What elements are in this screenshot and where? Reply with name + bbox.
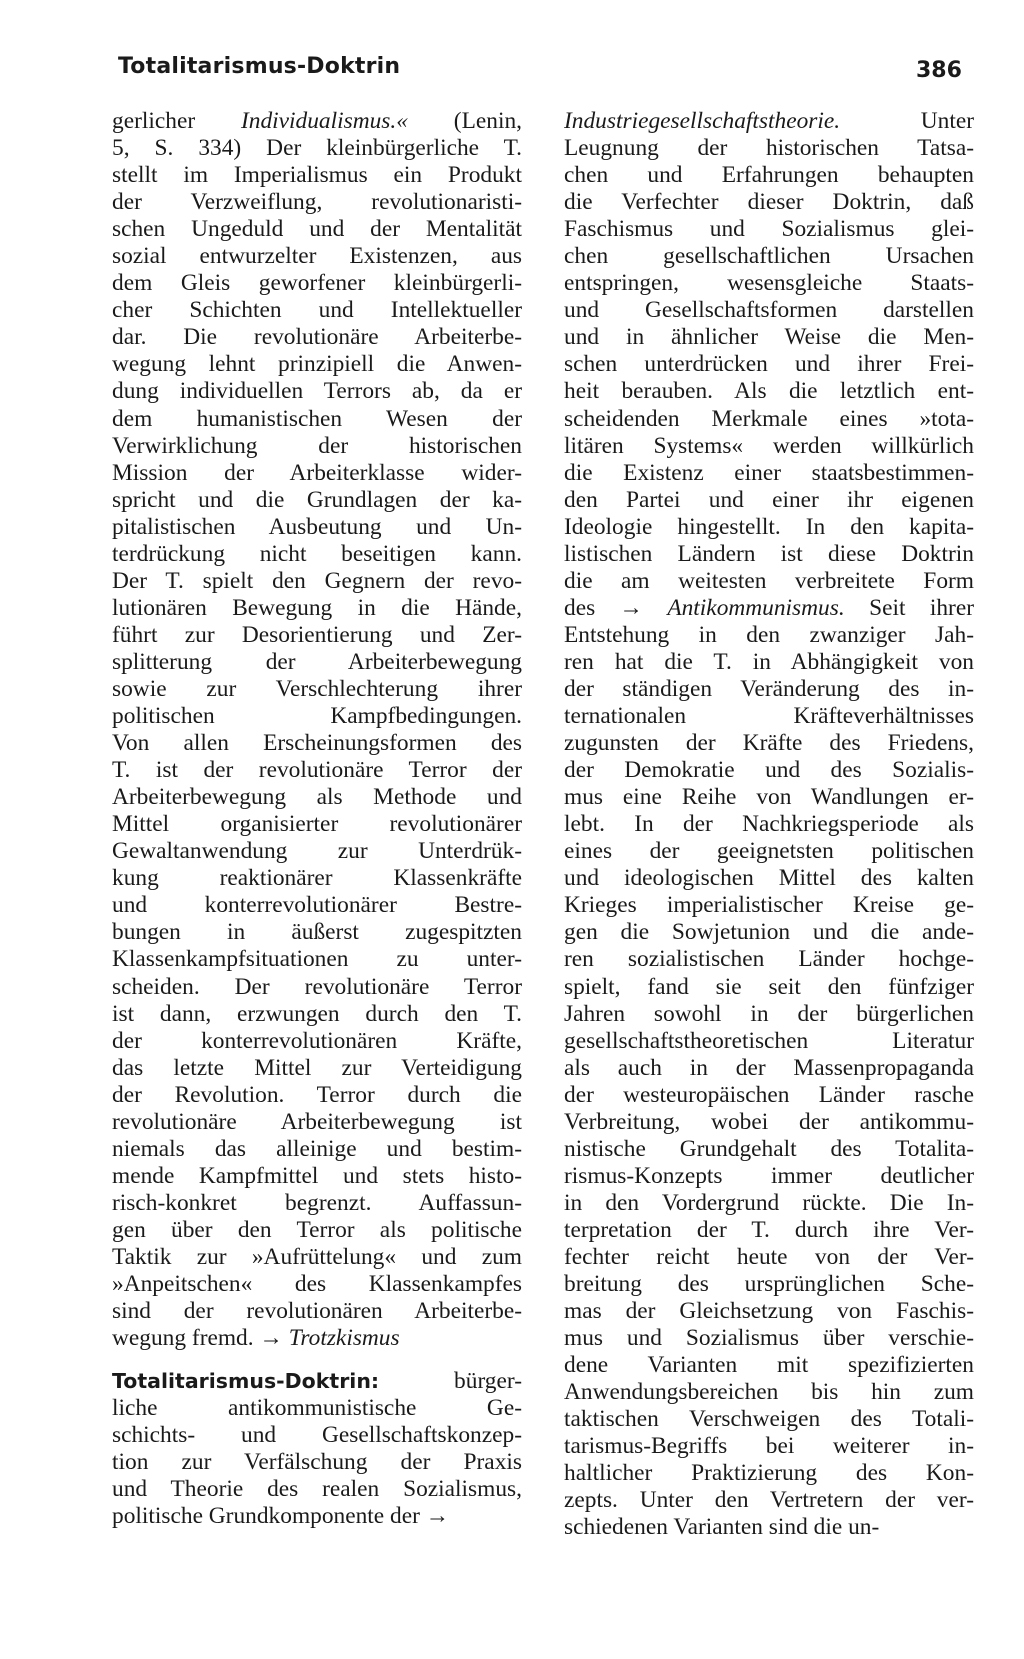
text-line bbox=[112, 270, 522, 297]
text-line bbox=[564, 1190, 974, 1217]
text-line bbox=[112, 1055, 522, 1082]
text-line bbox=[564, 324, 974, 351]
text-line bbox=[564, 378, 974, 405]
text-line bbox=[112, 460, 522, 487]
text-run: Krieges imperialistischer Kreise ge- bbox=[564, 892, 974, 919]
text-run: terdrückung nicht beseitigen kann. bbox=[112, 540, 522, 567]
text-run: pitalistischen Ausbeutung und Un- bbox=[112, 513, 522, 540]
text-run: taktischen Verschweigen des Totali- bbox=[564, 1406, 974, 1433]
text-run: gen über den Terror als politische bbox=[112, 1216, 522, 1243]
text-line bbox=[564, 216, 974, 243]
text-line bbox=[112, 757, 522, 784]
text-line bbox=[112, 1001, 522, 1028]
text-run: Gewaltanwendung zur Unterdrük- bbox=[112, 838, 522, 865]
text-run: kung reaktionärer Klassenkräfte bbox=[112, 865, 522, 892]
text-line bbox=[112, 1136, 522, 1163]
text-line bbox=[112, 1503, 522, 1530]
text-line bbox=[112, 108, 522, 135]
text-line bbox=[564, 1109, 974, 1136]
text-line bbox=[564, 1136, 974, 1163]
text-line bbox=[564, 1217, 974, 1244]
text-line bbox=[112, 730, 522, 757]
text-line bbox=[112, 811, 522, 838]
text-line bbox=[112, 1368, 522, 1395]
text-run: dene Varianten mit spezifizierten bbox=[564, 1352, 974, 1379]
text-line bbox=[564, 757, 974, 784]
text-run: tarismus-Begriffs bei weiterer in- bbox=[564, 1433, 974, 1460]
text-run: stellt im Imperialismus ein Produkt bbox=[112, 162, 522, 189]
text-line bbox=[564, 1325, 974, 1352]
text-run: mas der Gleichsetzung von Faschis- bbox=[564, 1298, 974, 1325]
text-run: dem humanistischen Wesen der bbox=[112, 405, 522, 432]
text-line bbox=[112, 1271, 522, 1298]
right-text-column bbox=[564, 108, 974, 1541]
text-run: schichts- und Gesellschaftskonzep- bbox=[112, 1422, 522, 1449]
text-line bbox=[112, 622, 522, 649]
text-line bbox=[564, 974, 974, 1001]
text-line bbox=[112, 216, 522, 243]
text-line bbox=[112, 189, 522, 216]
text-line bbox=[564, 1055, 974, 1082]
text-run: haltlicher Praktizierung des Kon- bbox=[564, 1460, 974, 1487]
text-run: Verwirklichung der historischen bbox=[112, 432, 522, 459]
text-run: der ständigen Veränderung des in- bbox=[564, 675, 974, 702]
text-line bbox=[564, 622, 974, 649]
text-line bbox=[112, 1082, 522, 1109]
text-run: »Anpeitschen« des Klassenkampfes bbox=[112, 1271, 522, 1298]
text-line bbox=[112, 919, 522, 946]
text-run: dung individuellen Terrors ab, da er bbox=[112, 378, 522, 405]
text-line bbox=[564, 1163, 974, 1190]
text-run: des → bbox=[564, 594, 668, 621]
italic-reference: Individualismus.« bbox=[240, 108, 408, 134]
text-run: schen Ungeduld und der Mentalität bbox=[112, 216, 522, 243]
text-run: risch-konkret begrenzt. Auffassun- bbox=[112, 1189, 522, 1216]
text-run: politischen Kampfbedingungen. bbox=[112, 703, 522, 730]
text-line bbox=[564, 676, 974, 703]
text-line bbox=[112, 406, 522, 433]
italic-reference: Trotzkismus bbox=[288, 1325, 400, 1352]
text-run: Anwendungsbereichen bis hin zum bbox=[564, 1379, 974, 1406]
text-line bbox=[564, 406, 974, 433]
text-line bbox=[564, 703, 974, 730]
text-run: Ideologie hingestellt. In den kapita- bbox=[564, 513, 974, 540]
text-run: spielt, fand sie seit den fünfziger bbox=[564, 973, 974, 1000]
text-line bbox=[112, 1109, 522, 1136]
text-line bbox=[564, 487, 974, 514]
text-line bbox=[112, 892, 522, 919]
text-line bbox=[564, 1379, 974, 1406]
text-line bbox=[112, 784, 522, 811]
text-run: ternationalen Kräfteverhältnisses bbox=[564, 703, 974, 730]
text-run: rismus-Konzepts immer deutlicher bbox=[564, 1162, 974, 1189]
text-line bbox=[564, 297, 974, 324]
text-run: Mittel organisierter revolutionärer bbox=[112, 811, 522, 838]
text-line bbox=[564, 1406, 974, 1433]
text-line bbox=[112, 974, 522, 1001]
text-run: scheidenden Merkmale eines »tota- bbox=[564, 405, 974, 432]
text-line bbox=[564, 946, 974, 973]
text-line bbox=[564, 838, 974, 865]
text-run: niemals das alleinige und bestim- bbox=[112, 1135, 522, 1162]
text-run: scheiden. Der revolutionäre Terror bbox=[112, 973, 522, 1000]
text-run: spricht und die Grundlagen der ka- bbox=[112, 486, 522, 513]
text-line bbox=[564, 108, 974, 135]
text-run: mus und Sozialismus über verschie- bbox=[564, 1325, 974, 1352]
text-run: dem Gleis geworfener kleinbürgerli- bbox=[112, 270, 522, 297]
text-run: litären Systems« werden willkürlich bbox=[564, 432, 974, 459]
text-line bbox=[112, 1476, 522, 1503]
text-run: und konterrevolutionärer Bestre- bbox=[112, 892, 522, 919]
text-run: entspringen, wesensgleiche Staats- bbox=[564, 270, 974, 297]
text-run: die am weitesten verbreitete Form bbox=[564, 567, 974, 594]
text-run: Entstehung in den zwanziger Jah- bbox=[564, 621, 974, 648]
text-run: der konterrevolutionären Kräfte, bbox=[112, 1027, 522, 1054]
text-run: lutionären Bewegung in die Hände, bbox=[112, 594, 522, 621]
text-line bbox=[564, 1433, 974, 1460]
text-line bbox=[112, 135, 522, 162]
text-run: eines der geeignetsten politischen bbox=[564, 838, 974, 865]
text-line bbox=[564, 1460, 974, 1487]
text-run: heit berauben. Als die letztlich ent- bbox=[564, 378, 974, 405]
text-line bbox=[112, 514, 522, 541]
text-run: sind der revolutionären Arbeiterbe- bbox=[112, 1298, 522, 1325]
text-line bbox=[112, 1244, 522, 1271]
text-line bbox=[112, 162, 522, 189]
text-line bbox=[564, 568, 974, 595]
text-run: (Lenin, bbox=[407, 108, 522, 134]
text-run: ren sozialistischen Länder hochge- bbox=[564, 946, 974, 973]
text-run: die Existenz einer staatsbestimmen- bbox=[564, 459, 974, 486]
text-run: Jahren sowohl in der bürgerlichen bbox=[564, 1000, 974, 1027]
text-run: und ideologischen Mittel des kalten bbox=[564, 865, 974, 892]
text-run: Unter bbox=[840, 108, 974, 134]
text-line bbox=[112, 433, 522, 460]
text-run: sozial entwurzelter Existenzen, aus bbox=[112, 243, 522, 270]
text-line bbox=[112, 703, 522, 730]
left-text-column bbox=[112, 108, 522, 1530]
text-line bbox=[112, 378, 522, 405]
text-line bbox=[112, 351, 522, 378]
text-run: gerlicher bbox=[112, 108, 241, 134]
text-run: und Theorie des realen Sozialismus, bbox=[112, 1476, 522, 1503]
text-run: der westeuropäischen Länder rasche bbox=[564, 1081, 974, 1108]
text-run: der Revolution. Terror durch die bbox=[112, 1081, 522, 1108]
entry-lemma: Totalitarismus-Doktrin: bbox=[112, 1369, 380, 1394]
text-line bbox=[112, 838, 522, 865]
text-run: Klassenkampfsituationen zu unter- bbox=[112, 946, 522, 973]
text-line bbox=[564, 243, 974, 270]
text-line bbox=[564, 1352, 974, 1379]
text-line bbox=[564, 433, 974, 460]
text-line bbox=[564, 1001, 974, 1028]
text-run: lebt. In der Nachkriegsperiode als bbox=[564, 811, 974, 838]
text-run: cher Schichten und Intellektueller bbox=[112, 297, 522, 324]
text-line bbox=[112, 487, 522, 514]
text-run: Faschismus und Sozialismus glei- bbox=[564, 216, 974, 243]
text-line bbox=[564, 865, 974, 892]
text-line bbox=[564, 541, 974, 568]
text-run: 5, S. 334) Der kleinbürgerliche T. bbox=[112, 135, 522, 162]
text-run: mus eine Reihe von Wandlungen er- bbox=[564, 784, 974, 811]
text-run: ist dann, erzwungen durch den T. bbox=[112, 1000, 522, 1027]
text-line bbox=[564, 135, 974, 162]
text-line bbox=[564, 1271, 974, 1298]
text-run: das letzte Mittel zur Verteidigung bbox=[112, 1054, 522, 1081]
page-number: 386 bbox=[916, 58, 962, 83]
text-run: dar. Die revolutionäre Arbeiterbe- bbox=[112, 324, 522, 351]
text-run: breitung des ursprünglichen Sche- bbox=[564, 1271, 974, 1298]
text-run: der Demokratie und des Sozialis- bbox=[564, 757, 974, 784]
text-run: und in ähnlicher Weise die Men- bbox=[564, 324, 974, 351]
text-line bbox=[112, 649, 522, 676]
text-run: ren hat die T. in Abhängigkeit von bbox=[564, 648, 974, 675]
text-run: Taktik zur »Aufrüttelung« und zum bbox=[112, 1243, 522, 1270]
text-run: T. ist der revolutionäre Terror der bbox=[112, 757, 522, 784]
text-line bbox=[564, 730, 974, 757]
text-line bbox=[564, 811, 974, 838]
text-run: schiedenen Varianten sind die un- bbox=[564, 1514, 880, 1541]
text-run: in den Vordergrund rückte. Die In- bbox=[564, 1189, 974, 1216]
text-run: zepts. Unter den Vertretern der ver- bbox=[564, 1487, 974, 1514]
text-run: bürger- bbox=[379, 1368, 522, 1395]
text-run: chen und Erfahrungen behaupten bbox=[564, 162, 974, 189]
text-run: der Verzweiflung, revolutionaristi- bbox=[112, 189, 522, 216]
text-run: Leugnung der historischen Tatsa- bbox=[564, 135, 974, 162]
italic-reference: Antikommunismus. bbox=[667, 594, 845, 621]
text-line bbox=[112, 1449, 522, 1476]
text-run: gen die Sowjetunion und die ande- bbox=[564, 919, 974, 946]
text-run: wegung lehnt prinzipiell die Anwen- bbox=[112, 351, 522, 378]
text-line bbox=[112, 595, 522, 622]
text-run: als auch in der Massenpropaganda bbox=[564, 1054, 974, 1081]
text-run: liche antikommunistische Ge- bbox=[112, 1395, 522, 1422]
text-run: führt zur Desorientierung und Zer- bbox=[112, 621, 522, 648]
text-line bbox=[112, 568, 522, 595]
text-line bbox=[112, 1163, 522, 1190]
text-run: nistische Grundgehalt des Totalita- bbox=[564, 1135, 974, 1162]
text-line bbox=[564, 1298, 974, 1325]
text-line bbox=[112, 1028, 522, 1055]
text-run: Seit ihrer bbox=[844, 594, 974, 621]
text-line bbox=[564, 351, 974, 378]
text-line bbox=[564, 649, 974, 676]
running-title: Totalitarismus-Doktrin bbox=[118, 54, 401, 79]
text-line bbox=[112, 1217, 522, 1244]
italic-reference: Industriegesellschaftstheorie. bbox=[564, 108, 841, 134]
text-run: mende Kampfmittel und stets histo- bbox=[112, 1162, 522, 1189]
text-line bbox=[564, 189, 974, 216]
text-run: Von allen Erscheinungsformen des bbox=[112, 730, 522, 757]
text-run: Arbeiterbewegung als Methode und bbox=[112, 784, 522, 811]
text-run: Verbreitung, wobei der antikommu- bbox=[564, 1108, 974, 1135]
text-run: den Partei und einer ihr eigenen bbox=[564, 486, 974, 513]
text-run: chen gesellschaftlichen Ursachen bbox=[564, 243, 974, 270]
text-line bbox=[564, 919, 974, 946]
text-line bbox=[112, 1395, 522, 1422]
text-line bbox=[112, 1325, 522, 1352]
text-run: bungen in äußerst zugespitzten bbox=[112, 919, 522, 946]
text-line bbox=[564, 162, 974, 189]
text-run: gesellschaftstheoretischen Literatur bbox=[564, 1027, 974, 1054]
text-run: revolutionäre Arbeiterbewegung ist bbox=[112, 1108, 522, 1135]
text-line bbox=[564, 1244, 974, 1271]
text-run: schen unterdrücken und ihrer Frei- bbox=[564, 351, 974, 378]
text-run: tion zur Verfälschung der Praxis bbox=[112, 1449, 522, 1476]
text-line bbox=[112, 324, 522, 351]
text-line bbox=[112, 865, 522, 892]
text-run: die Verfechter dieser Doktrin, daß bbox=[564, 189, 974, 216]
text-line bbox=[564, 595, 974, 622]
text-line bbox=[112, 1422, 522, 1449]
text-line bbox=[112, 946, 522, 973]
text-run: wegung fremd. → bbox=[112, 1325, 289, 1352]
text-line bbox=[564, 1487, 974, 1514]
text-line bbox=[564, 1028, 974, 1055]
text-line bbox=[564, 784, 974, 811]
text-line bbox=[564, 892, 974, 919]
text-run: Der T. spielt den Gegnern der revo- bbox=[112, 567, 522, 594]
text-line bbox=[564, 514, 974, 541]
text-line bbox=[564, 460, 974, 487]
text-run: sowie zur Verschlechterung ihrer bbox=[112, 675, 522, 702]
text-line bbox=[564, 1082, 974, 1109]
text-run: politische Grundkomponente der → bbox=[112, 1503, 450, 1530]
text-line bbox=[564, 270, 974, 297]
text-line bbox=[112, 1190, 522, 1217]
text-line bbox=[112, 676, 522, 703]
text-run: Mission der Arbeiterklasse wider- bbox=[112, 459, 522, 486]
text-run: splitterung der Arbeiterbewegung bbox=[112, 648, 522, 675]
text-line bbox=[112, 1298, 522, 1325]
text-run: zugunsten der Kräfte des Friedens, bbox=[564, 730, 974, 757]
text-line bbox=[112, 297, 522, 324]
text-run: terpretation der T. durch ihre Ver- bbox=[564, 1216, 974, 1243]
text-run: und Gesellschaftsformen darstellen bbox=[564, 297, 974, 324]
text-run: fechter reicht heute von der Ver- bbox=[564, 1243, 974, 1270]
text-run: listischen Ländern ist diese Doktrin bbox=[564, 540, 974, 567]
text-line bbox=[112, 541, 522, 568]
text-line bbox=[112, 243, 522, 270]
text-line bbox=[564, 1514, 974, 1541]
